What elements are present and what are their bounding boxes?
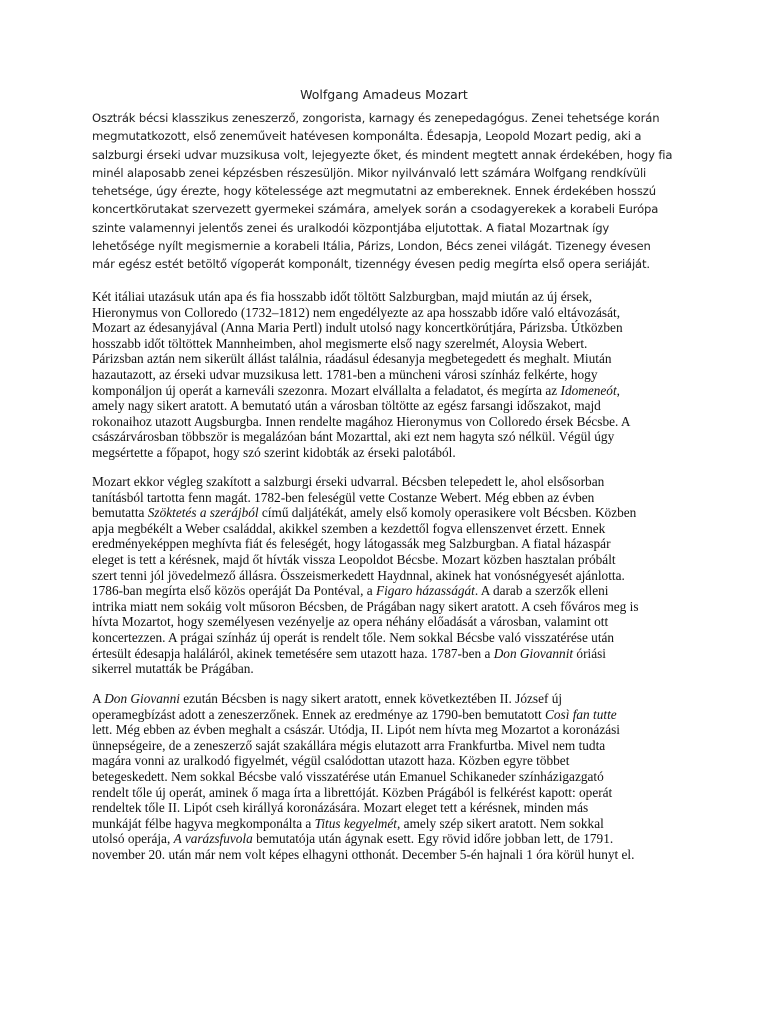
text-line [92, 320, 682, 336]
text-run: hívta Mozartot, hogy személyesen vezényelje az opera néhány előadását a városban, valamint ott [92, 614, 609, 630]
text-run: eredményeképpen meghívta fiát és feleségét, hogy látogassák meg Salzburgban. A fiatal házaspár [92, 536, 611, 552]
text-line: lehetősége nyílt megismernie a korabeli Itália, Párizs, London, Bécs zenei világát. Tizenegy évesen [92, 239, 651, 254]
text-run: bemutatója után ágynak esett. Egy rövid időre jobban lett, de 1791. [252, 831, 614, 847]
text-line [92, 367, 682, 383]
text-run: november 20. után már nem volt képes elhagyni otthonát. December 5-én hajnali 1 óra körül hunyt el. [92, 846, 635, 862]
text-line [92, 722, 682, 738]
text-run: ezután Bécsben is nagy sikert aratott, ennek következtében II. József új [179, 691, 563, 706]
text-line [92, 630, 682, 646]
text-run: , amely szép sikert aratott. Nem sokkal [397, 815, 604, 831]
paragraph-intro [92, 109, 682, 274]
text-line [92, 614, 682, 630]
text-run: lett. Még ebben az évben meghalt a császár. Utódja, II. Lipót nem hívta meg Mozartot a koronázási [92, 722, 620, 738]
opera-title-idomeneo: Idomeneót [560, 382, 617, 398]
opera-title-don-giovanni: Don Giovanni [104, 691, 180, 706]
text-line [92, 646, 682, 662]
text-line [92, 429, 682, 445]
text-run: bemutatta [92, 505, 148, 521]
text-line [92, 738, 682, 754]
opera-title-titus: Titus kegyelmét [314, 815, 398, 831]
text-run: 1786-ban megírta első közös operáját Da Pontéval, a [92, 583, 376, 599]
text-run: magára vonni az uralkodó figyelmét, végül csalódottan utazott haza. Közben egyre többet [92, 753, 570, 769]
text-line [92, 414, 682, 430]
text-line: megmutatkozott, első zeneműveit hatévesen komponálta. Édesapja, Leopold Mozart pedig, aki a [92, 129, 642, 144]
text-line [92, 505, 682, 521]
text-run: amely nagy sikert aratott. A bemutató után a városban töltötte az egész farsangi időszakot, majd [92, 398, 601, 414]
text-run: koncertezzen. A prágai színház új operát is rendelt tőle. Nem sokkal Bécsbe való visszatérése után [92, 629, 615, 645]
text-run: komponáljon új operát a karneváli szezonra. Mozart elvállalta a feladatot, és megírta az [92, 382, 561, 398]
text-line [92, 398, 682, 414]
text-line [92, 568, 682, 584]
text-line: salzburgi érseki udvar muzsikusa volt, lejegyezte őket, és mindent megtett annak érdekében, hogy fia [92, 147, 673, 162]
text-run: császárvárosban többször is megalázóan bánt Mozarttal, aki ezt nem hagyta szó nélkül. Végül úgy [92, 429, 615, 445]
text-run: hosszabb időt töltöttek Mannheimben, ahol megismerte első nagy szerelmét, Aloysia Webert. [92, 335, 588, 351]
text-line [92, 599, 682, 615]
text-run: óriási [573, 645, 606, 661]
text-run: sikerrel mutatták be Prágában. [92, 661, 254, 677]
text-run: rokonaihoz utazott Augsburgba. Innen rendelte magához Hieronymus von Colloredo érsek Bécsbe. A [92, 413, 631, 429]
text-line [92, 831, 682, 847]
text-line: szinte valamennyi jelentős zenei és uralkodói központjába eljutottak. A fiatal Mozartnak így [92, 220, 610, 235]
text-run: Mozart az édesanyjával (Anna Maria Pertl) indult utolsó nagy koncertkörútjára, Párizsba. Útközben [92, 320, 623, 336]
text-run: Hieronymus von Colloredo (1732–1812) nem engedélyezte az apa hosszabb időre való eltávozását, [92, 304, 621, 320]
text-run: értesült édesapja haláláról, akinek temetésére sem utazott haza. 1787-ben a [92, 645, 494, 661]
text-run: tanításból tartotta fenn magát. 1782-ben feleségül vette Costanze Webert. Még ebben az évben [92, 489, 595, 505]
text-run: intrika miatt nem sokáig volt műsoron Bécsben, de Prágában nagy sikert aratott. A cseh főváros meg is [92, 598, 639, 614]
text-run: betegeskedett. Nem sokkal Bécsbe való visszatérése után Emanuel Schikaneder színházigazgató [92, 768, 604, 784]
text-line [92, 785, 682, 801]
text-line [92, 305, 682, 321]
text-run: operamegbízást adott a zeneszerzőnek. Ennek az eredménye az 1790-ben bemutatott [92, 706, 545, 722]
opera-title-szoktetes: Szöktetés a szerájból [147, 505, 259, 521]
text-line [92, 583, 682, 599]
text-line [92, 691, 682, 707]
text-line: koncertkörutakat szervezett gyermekei számára, amelyek során a csodagyerekek a korabeli Európa [92, 202, 659, 217]
text-line [92, 800, 682, 816]
text-line [92, 661, 682, 677]
text-run: ünnepségeire, de a zeneszerző saját szakállára mégis elutazott arra Frankfurtba. Mivel nem tudta [92, 737, 606, 753]
text-run: eleget is tett a kérésnek, majd őt hívták vissza Leopoldot Bécsbe. Mozart közben hasztalan próbált [92, 551, 616, 567]
opera-title-cosi-fan-tutte: Così fan tutte [545, 706, 617, 722]
text-line [92, 769, 682, 785]
text-run: utolsó operája, [92, 831, 174, 847]
text-run: hazautazott, az érseki udvar muzsikusa lett. 1781-ben a müncheni városi színház felkérte, hogy [92, 366, 598, 382]
text-run: Párizsban aztán nem sikerült állást találnia, ráadásul édesanyja megbetegedett és meghalt. Miután [92, 351, 612, 367]
text-line: Osztrák bécsi klasszikus zeneszerző, zongorista, karnagy és zenepedagógus. Zenei tehetsége korán [92, 111, 660, 125]
text-line [92, 289, 682, 305]
text-line [92, 351, 682, 367]
text-line [92, 474, 682, 490]
text-run: rendelt tőle új operát, aminek ő maga írta a librettóját. Közben Prágából is felkérést kapott: operát [92, 784, 613, 800]
text-line: tehetsége, úgy érezte, hogy kötelessége azt megmutatni az embereknek. Ennek érdekében hosszú [92, 184, 656, 199]
paragraph-vienna [92, 474, 682, 677]
text-run: című daljátékát, amely első komoly operasikere volt Bécsben. Közben [258, 505, 637, 521]
opera-title-figaro: Figaro házasságát [375, 583, 475, 599]
opera-title-don-giovanni: Don Giovannit [493, 645, 574, 661]
text-line [92, 445, 682, 461]
text-run: Mozart ekkor végleg szakított a salzburgi érseki udvarral. Bécsben telepedett le, ahol elsősorban [92, 474, 605, 489]
text-line [92, 490, 682, 506]
text-run: munkáját félbe hagyva megkomponálta a [92, 815, 315, 831]
text-line [92, 816, 682, 832]
paragraph-final-years [92, 691, 682, 863]
text-line [92, 552, 682, 568]
text-run: , [616, 382, 620, 398]
text-line [92, 536, 682, 552]
opera-title-varazsfuvola: A varázsfuvola [173, 831, 253, 847]
text-run: apja megbékélt a Weber családdal, akikkel szemben a kezdettől fogva ellenszenvet érzett. Ennek [92, 520, 606, 536]
text-line [92, 336, 682, 352]
document-title: Wolfgang Amadeus Mozart [300, 87, 468, 102]
text-run: megsértette a főpapot, hogy szó szerint kidobták az érseki palotából. [92, 444, 456, 460]
text-line: minél alaposabb zenei képzésben részesüljön. Mikor nyilvánvaló lett számára Wolfgang rendkívüli [92, 165, 647, 180]
text-line [92, 707, 682, 723]
text-run: A [92, 691, 105, 706]
text-run: Két itáliai utazásuk után apa és fia hosszabb időt töltött Salzburgban, majd miután az új érsek, [92, 289, 593, 304]
text-line [92, 847, 682, 863]
text-line [92, 521, 682, 537]
text-run: szert tenni jól jövedelmező állásra. Összeismerkedett Haydnnal, akinek hat vonósnégyesét ajánlotta. [92, 567, 625, 583]
text-line: már egész estét betöltő vígoperát komponált, tizennégy évesen pedig megírta első opera seriáját. [92, 257, 650, 272]
text-line [92, 753, 682, 769]
text-run: rendeltek tőle II. Lipót cseh királlyá koronázására. Mozart eleget tett a kérésnek, minden más [92, 800, 589, 816]
paragraph-travels [92, 289, 682, 461]
text-line [92, 383, 682, 399]
text-run: . A darab a szerzők elleni [474, 583, 609, 599]
